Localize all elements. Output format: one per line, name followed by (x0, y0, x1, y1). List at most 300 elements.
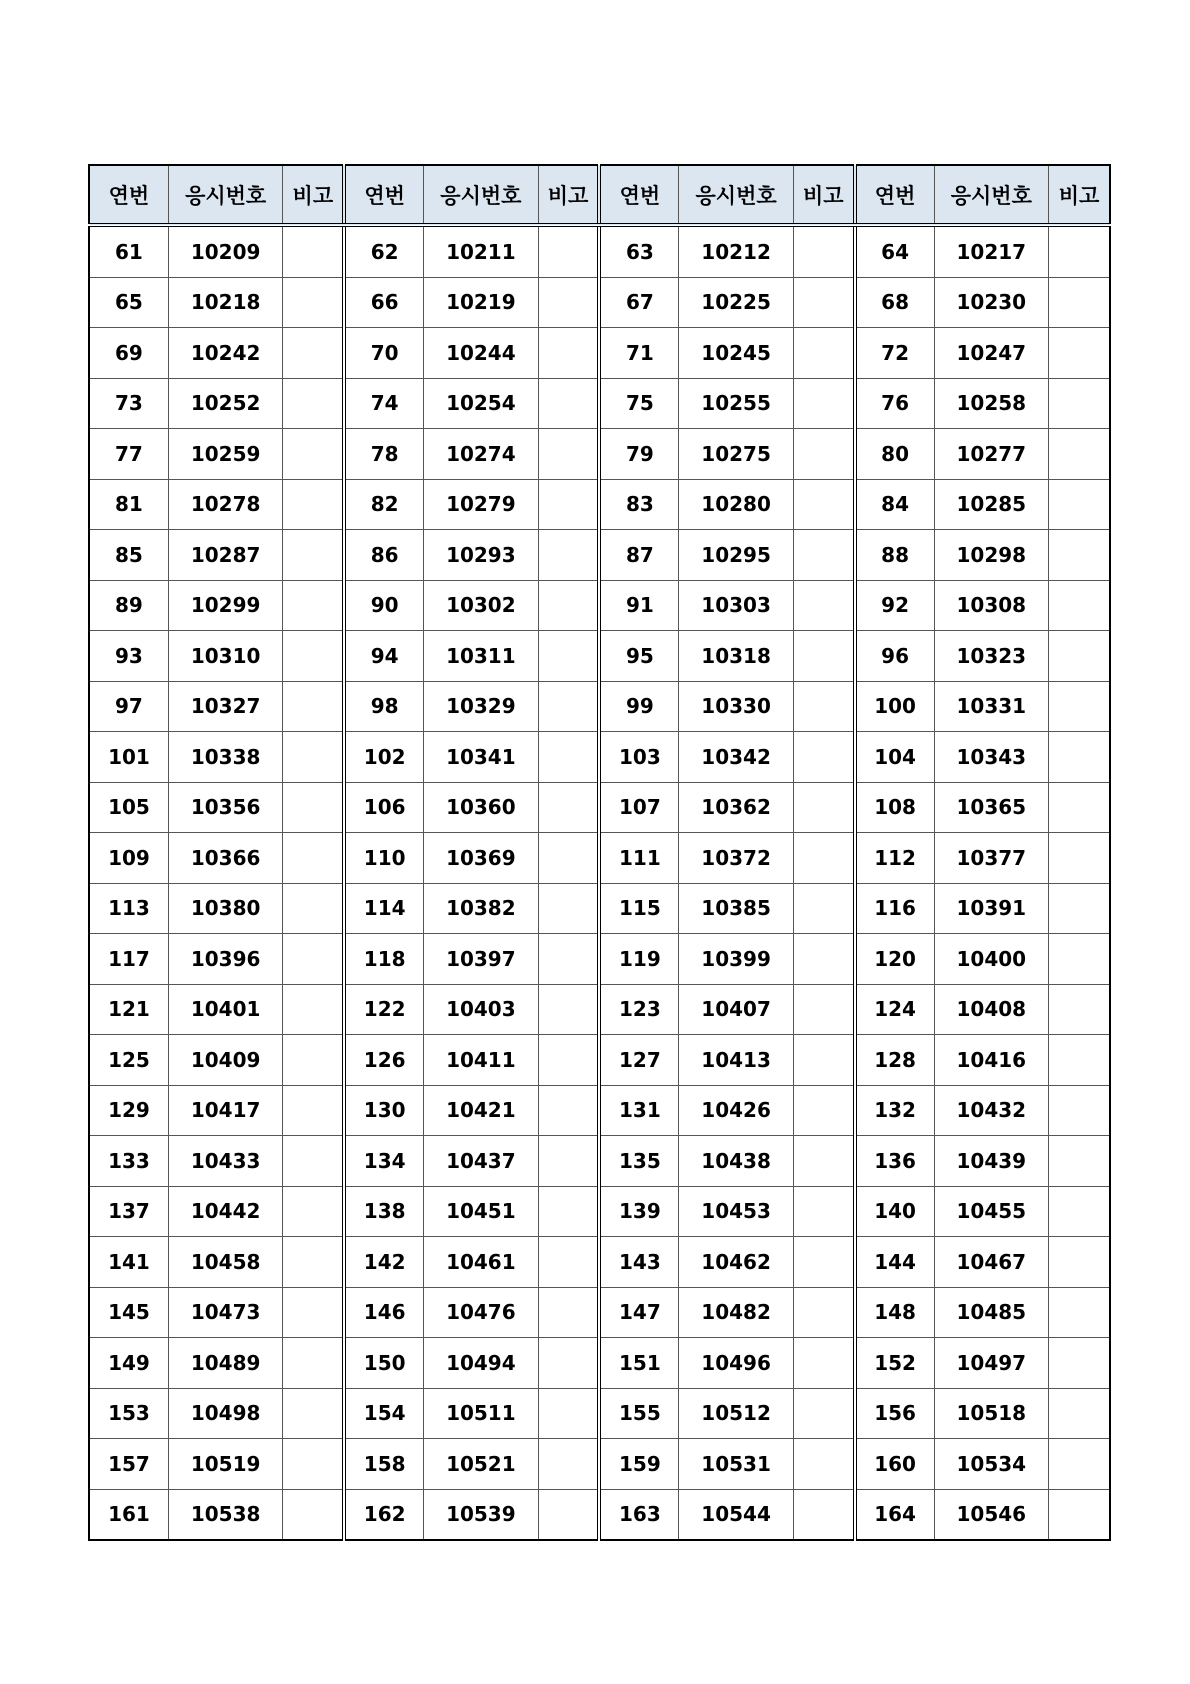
exam-number-cell: 10534 (934, 1439, 1049, 1490)
note-cell (793, 1338, 854, 1389)
note-cell (793, 782, 854, 833)
note-cell (793, 934, 854, 985)
seq-cell: 155 (599, 1388, 678, 1439)
note-cell (793, 328, 854, 379)
note-cell (793, 530, 854, 581)
note-cell (538, 378, 599, 429)
note-cell (1049, 1489, 1110, 1540)
seq-cell: 80 (855, 429, 934, 480)
seq-cell: 111 (599, 833, 678, 884)
seq-cell: 85 (89, 530, 168, 581)
exam-number-cell: 10299 (168, 580, 283, 631)
exam-number-cell: 10259 (168, 429, 283, 480)
note-cell (1049, 681, 1110, 732)
header-seq: 연번 (599, 165, 678, 225)
table-row (89, 1388, 1110, 1439)
exam-number-cell: 10437 (424, 1136, 539, 1187)
note-cell (538, 631, 599, 682)
seq-cell: 163 (599, 1489, 678, 1540)
exam-number-cell: 10343 (934, 732, 1049, 783)
note-cell (283, 378, 344, 429)
seq-cell: 97 (89, 681, 168, 732)
note-cell (538, 1287, 599, 1338)
seq-cell: 141 (89, 1237, 168, 1288)
exam-number-cell: 10498 (168, 1388, 283, 1439)
seq-cell: 131 (599, 1085, 678, 1136)
note-cell (538, 1136, 599, 1187)
seq-cell: 146 (344, 1287, 423, 1338)
exam-number-cell: 10539 (424, 1489, 539, 1540)
exam-number-cell: 10365 (934, 782, 1049, 833)
exam-number-cell: 10409 (168, 1035, 283, 1086)
seq-cell: 144 (855, 1237, 934, 1288)
exam-number-cell: 10473 (168, 1287, 283, 1338)
note-cell (1049, 934, 1110, 985)
note-cell (538, 1186, 599, 1237)
exam-number-cell: 10512 (679, 1388, 794, 1439)
exam-number-cell: 10380 (168, 883, 283, 934)
seq-cell: 106 (344, 782, 423, 833)
seq-cell: 89 (89, 580, 168, 631)
seq-cell: 107 (599, 782, 678, 833)
note-cell (538, 530, 599, 581)
seq-cell: 132 (855, 1085, 934, 1136)
note-cell (1049, 782, 1110, 833)
note-cell (1049, 833, 1110, 884)
note-cell (793, 1237, 854, 1288)
header-row (89, 165, 1110, 225)
table-row (89, 681, 1110, 732)
note-cell (793, 1439, 854, 1490)
note-cell (1049, 1439, 1110, 1490)
seq-cell: 121 (89, 984, 168, 1035)
header-seq: 연번 (89, 165, 168, 225)
exam-number-cell: 10521 (424, 1439, 539, 1490)
table-row (89, 1035, 1110, 1086)
seq-cell: 66 (344, 277, 423, 328)
table-row (89, 883, 1110, 934)
seq-cell: 98 (344, 681, 423, 732)
note-cell (793, 984, 854, 1035)
seq-cell: 88 (855, 530, 934, 581)
note-cell (793, 833, 854, 884)
exam-number-cell: 10247 (934, 328, 1049, 379)
seq-cell: 136 (855, 1136, 934, 1187)
exam-number-cell: 10453 (679, 1186, 794, 1237)
seq-cell: 149 (89, 1338, 168, 1389)
seq-cell: 127 (599, 1035, 678, 1086)
exam-number-cell: 10458 (168, 1237, 283, 1288)
exam-number-cell: 10377 (934, 833, 1049, 884)
note-cell (283, 1186, 344, 1237)
seq-cell: 158 (344, 1439, 423, 1490)
exam-number-cell: 10421 (424, 1085, 539, 1136)
seq-cell: 157 (89, 1439, 168, 1490)
seq-cell: 115 (599, 883, 678, 934)
seq-cell: 61 (89, 225, 168, 277)
seq-cell: 82 (344, 479, 423, 530)
exam-number-cell: 10219 (424, 277, 539, 328)
seq-cell: 101 (89, 732, 168, 783)
seq-cell: 103 (599, 732, 678, 783)
note-cell (793, 883, 854, 934)
note-cell (283, 1489, 344, 1540)
note-cell (538, 1489, 599, 1540)
table-row (89, 277, 1110, 328)
seq-cell: 114 (344, 883, 423, 934)
seq-cell: 148 (855, 1287, 934, 1338)
note-cell (283, 479, 344, 530)
note-cell (1049, 429, 1110, 480)
seq-cell: 72 (855, 328, 934, 379)
exam-number-cell: 10298 (934, 530, 1049, 581)
note-cell (538, 782, 599, 833)
note-cell (538, 1388, 599, 1439)
seq-cell: 164 (855, 1489, 934, 1540)
note-cell (793, 225, 854, 277)
seq-cell: 154 (344, 1388, 423, 1439)
note-cell (1049, 580, 1110, 631)
seq-cell: 65 (89, 277, 168, 328)
header-note: 비고 (1049, 165, 1110, 225)
seq-cell: 84 (855, 479, 934, 530)
table-body (89, 225, 1110, 1540)
exam-number-cell: 10403 (424, 984, 539, 1035)
note-cell (538, 225, 599, 277)
exam-number-cell: 10382 (424, 883, 539, 934)
note-cell (283, 225, 344, 277)
exam-number-cell: 10546 (934, 1489, 1049, 1540)
seq-cell: 123 (599, 984, 678, 1035)
note-cell (1049, 479, 1110, 530)
note-cell (1049, 530, 1110, 581)
exam-number-cell: 10252 (168, 378, 283, 429)
note-cell (538, 1035, 599, 1086)
exam-number-cell: 10432 (934, 1085, 1049, 1136)
note-cell (1049, 1085, 1110, 1136)
seq-cell: 62 (344, 225, 423, 277)
seq-cell: 138 (344, 1186, 423, 1237)
note-cell (1049, 1388, 1110, 1439)
header-note: 비고 (538, 165, 599, 225)
seq-cell: 159 (599, 1439, 678, 1490)
note-cell (538, 732, 599, 783)
seq-cell: 83 (599, 479, 678, 530)
seq-cell: 76 (855, 378, 934, 429)
note-cell (793, 479, 854, 530)
header-exam-no: 응시번호 (424, 165, 539, 225)
exam-number-cell: 10329 (424, 681, 539, 732)
header-exam-no: 응시번호 (934, 165, 1049, 225)
seq-cell: 108 (855, 782, 934, 833)
exam-number-cell: 10538 (168, 1489, 283, 1540)
exam-number-cell: 10311 (424, 631, 539, 682)
seq-cell: 160 (855, 1439, 934, 1490)
seq-cell: 119 (599, 934, 678, 985)
note-cell (793, 1085, 854, 1136)
exam-number-cell: 10279 (424, 479, 539, 530)
exam-number-cell: 10212 (679, 225, 794, 277)
seq-cell: 126 (344, 1035, 423, 1086)
note-cell (538, 934, 599, 985)
exam-number-cell: 10218 (168, 277, 283, 328)
exam-number-cell: 10323 (934, 631, 1049, 682)
table-row (89, 934, 1110, 985)
exam-number-cell: 10245 (679, 328, 794, 379)
note-cell (283, 580, 344, 631)
exam-number-cell: 10318 (679, 631, 794, 682)
exam-number-cell: 10362 (679, 782, 794, 833)
exam-number-cell: 10308 (934, 580, 1049, 631)
table-row (89, 1287, 1110, 1338)
exam-number-cell: 10411 (424, 1035, 539, 1086)
seq-cell: 94 (344, 631, 423, 682)
seq-cell: 105 (89, 782, 168, 833)
note-cell (793, 378, 854, 429)
exam-number-cell: 10416 (934, 1035, 1049, 1086)
note-cell (1049, 277, 1110, 328)
seq-cell: 92 (855, 580, 934, 631)
exam-number-cell: 10396 (168, 934, 283, 985)
table-row (89, 1237, 1110, 1288)
exam-number-cell: 10244 (424, 328, 539, 379)
seq-cell: 151 (599, 1338, 678, 1389)
seq-cell: 153 (89, 1388, 168, 1439)
seq-cell: 68 (855, 277, 934, 328)
exam-number-cell: 10417 (168, 1085, 283, 1136)
exam-number-cell: 10287 (168, 530, 283, 581)
exam-number-cell: 10433 (168, 1136, 283, 1187)
seq-cell: 112 (855, 833, 934, 884)
seq-cell: 130 (344, 1085, 423, 1136)
seq-cell: 110 (344, 833, 423, 884)
note-cell (283, 631, 344, 682)
seq-cell: 78 (344, 429, 423, 480)
exam-number-cell: 10275 (679, 429, 794, 480)
seq-cell: 137 (89, 1186, 168, 1237)
seq-cell: 116 (855, 883, 934, 934)
note-cell (1049, 328, 1110, 379)
seq-cell: 75 (599, 378, 678, 429)
note-cell (793, 429, 854, 480)
seq-cell: 156 (855, 1388, 934, 1439)
exam-number-cell: 10461 (424, 1237, 539, 1288)
exam-number-cell: 10485 (934, 1287, 1049, 1338)
table-row (89, 1338, 1110, 1389)
note-cell (283, 328, 344, 379)
exam-number-cell: 10397 (424, 934, 539, 985)
note-cell (1049, 1237, 1110, 1288)
note-cell (283, 732, 344, 783)
note-cell (538, 580, 599, 631)
seq-cell: 70 (344, 328, 423, 379)
exam-number-cell: 10413 (679, 1035, 794, 1086)
note-cell (283, 277, 344, 328)
seq-cell: 90 (344, 580, 423, 631)
exam-number-cell: 10496 (679, 1338, 794, 1389)
seq-cell: 135 (599, 1136, 678, 1187)
note-cell (1049, 984, 1110, 1035)
exam-number-cell: 10372 (679, 833, 794, 884)
table-row (89, 833, 1110, 884)
note-cell (793, 277, 854, 328)
seq-cell: 63 (599, 225, 678, 277)
seq-cell: 129 (89, 1085, 168, 1136)
note-cell (283, 681, 344, 732)
note-cell (538, 984, 599, 1035)
exam-number-cell: 10426 (679, 1085, 794, 1136)
seq-cell: 117 (89, 934, 168, 985)
seq-cell: 133 (89, 1136, 168, 1187)
seq-cell: 118 (344, 934, 423, 985)
exam-number-cell: 10519 (168, 1439, 283, 1490)
exam-number-cell: 10391 (934, 883, 1049, 934)
seq-cell: 122 (344, 984, 423, 1035)
exam-number-cell: 10369 (424, 833, 539, 884)
note-cell (793, 1287, 854, 1338)
seq-cell: 125 (89, 1035, 168, 1086)
seq-cell: 145 (89, 1287, 168, 1338)
seq-cell: 113 (89, 883, 168, 934)
note-cell (283, 934, 344, 985)
exam-number-cell: 10274 (424, 429, 539, 480)
seq-cell: 124 (855, 984, 934, 1035)
note-cell (283, 1085, 344, 1136)
note-cell (793, 1186, 854, 1237)
table-row (89, 1439, 1110, 1490)
table-row (89, 1085, 1110, 1136)
header-exam-no: 응시번호 (679, 165, 794, 225)
note-cell (283, 530, 344, 581)
seq-cell: 77 (89, 429, 168, 480)
exam-number-cell: 10407 (679, 984, 794, 1035)
table-row (89, 328, 1110, 379)
exam-number-cell: 10455 (934, 1186, 1049, 1237)
exam-number-cell: 10342 (679, 732, 794, 783)
exam-number-cell: 10230 (934, 277, 1049, 328)
exam-number-cell: 10254 (424, 378, 539, 429)
exam-number-cell: 10400 (934, 934, 1049, 985)
note-cell (1049, 1338, 1110, 1389)
exam-number-cell: 10331 (934, 681, 1049, 732)
exam-number-cell: 10476 (424, 1287, 539, 1338)
header-seq: 연번 (855, 165, 934, 225)
exam-number-cell: 10544 (679, 1489, 794, 1540)
table-row (89, 429, 1110, 480)
exam-number-cell: 10497 (934, 1338, 1049, 1389)
seq-cell: 71 (599, 328, 678, 379)
seq-cell: 69 (89, 328, 168, 379)
header-note: 비고 (793, 165, 854, 225)
table-row (89, 732, 1110, 783)
seq-cell: 67 (599, 277, 678, 328)
note-cell (283, 984, 344, 1035)
note-cell (283, 1439, 344, 1490)
exam-number-cell: 10285 (934, 479, 1049, 530)
exam-number-cell: 10280 (679, 479, 794, 530)
header-seq: 연번 (344, 165, 423, 225)
exam-number-cell: 10385 (679, 883, 794, 934)
header-exam-no: 응시번호 (168, 165, 283, 225)
note-cell (1049, 378, 1110, 429)
seq-cell: 87 (599, 530, 678, 581)
exam-number-cell: 10242 (168, 328, 283, 379)
note-cell (793, 1035, 854, 1086)
exam-number-cell: 10401 (168, 984, 283, 1035)
seq-cell: 143 (599, 1237, 678, 1288)
seq-cell: 139 (599, 1186, 678, 1237)
table-row (89, 378, 1110, 429)
exam-number-cell: 10277 (934, 429, 1049, 480)
table-row (89, 580, 1110, 631)
exam-number-cell: 10467 (934, 1237, 1049, 1288)
note-cell (538, 1237, 599, 1288)
applicant-number-table (88, 164, 1111, 1541)
table-row (89, 984, 1110, 1035)
exam-number-cell: 10225 (679, 277, 794, 328)
note-cell (1049, 732, 1110, 783)
note-cell (283, 1035, 344, 1086)
exam-number-cell: 10217 (934, 225, 1049, 277)
exam-number-cell: 10451 (424, 1186, 539, 1237)
exam-number-cell: 10327 (168, 681, 283, 732)
exam-number-cell: 10518 (934, 1388, 1049, 1439)
seq-cell: 86 (344, 530, 423, 581)
seq-cell: 142 (344, 1237, 423, 1288)
seq-cell: 93 (89, 631, 168, 682)
seq-cell: 161 (89, 1489, 168, 1540)
note-cell (1049, 883, 1110, 934)
note-cell (283, 1287, 344, 1338)
note-cell (1049, 1287, 1110, 1338)
seq-cell: 64 (855, 225, 934, 277)
exam-number-cell: 10303 (679, 580, 794, 631)
exam-number-cell: 10209 (168, 225, 283, 277)
note-cell (283, 1338, 344, 1389)
seq-cell: 120 (855, 934, 934, 985)
seq-cell: 91 (599, 580, 678, 631)
exam-number-cell: 10330 (679, 681, 794, 732)
exam-number-cell: 10356 (168, 782, 283, 833)
note-cell (793, 732, 854, 783)
seq-cell: 96 (855, 631, 934, 682)
note-cell (538, 1439, 599, 1490)
note-cell (283, 1237, 344, 1288)
seq-cell: 134 (344, 1136, 423, 1187)
note-cell (538, 1338, 599, 1389)
seq-cell: 162 (344, 1489, 423, 1540)
exam-number-cell: 10494 (424, 1338, 539, 1389)
note-cell (1049, 1186, 1110, 1237)
header-note: 비고 (283, 165, 344, 225)
seq-cell: 81 (89, 479, 168, 530)
seq-cell: 100 (855, 681, 934, 732)
exam-number-cell: 10278 (168, 479, 283, 530)
seq-cell: 104 (855, 732, 934, 783)
exam-number-cell: 10255 (679, 378, 794, 429)
exam-number-cell: 10211 (424, 225, 539, 277)
note-cell (538, 681, 599, 732)
seq-cell: 109 (89, 833, 168, 884)
table-row (89, 530, 1110, 581)
seq-cell: 99 (599, 681, 678, 732)
exam-number-cell: 10399 (679, 934, 794, 985)
table-row (89, 225, 1110, 277)
table-row (89, 479, 1110, 530)
seq-cell: 152 (855, 1338, 934, 1389)
note-cell (793, 1489, 854, 1540)
note-cell (793, 580, 854, 631)
